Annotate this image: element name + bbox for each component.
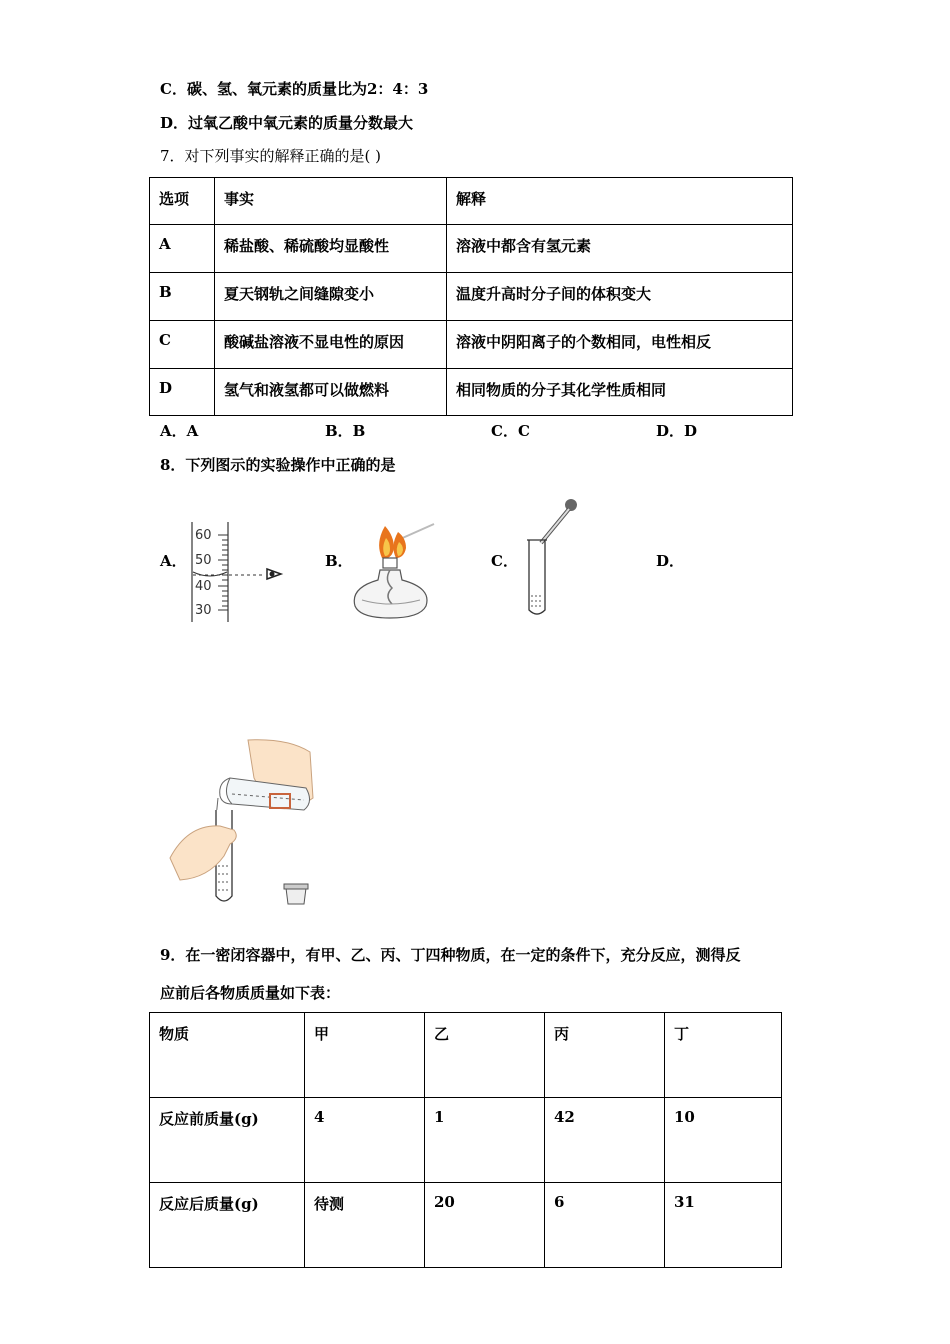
- q7-stem: 7．对下列事实的解释正确的是( ): [160, 147, 382, 165]
- q9-header-yi: 乙: [425, 1013, 545, 1098]
- q7-row-c-option: C: [150, 321, 215, 369]
- q9-before-label: 反应前质量(g): [150, 1098, 305, 1183]
- q7-row-b-explain: 温度升高时分子间的体积变大: [447, 273, 793, 321]
- q7-table: [149, 177, 793, 416]
- q9-after-bing: 6: [545, 1183, 665, 1268]
- q9-before-ding: 10: [665, 1098, 782, 1183]
- q7-header-option: 选项: [150, 178, 215, 225]
- q8-label-b: B．: [325, 552, 353, 570]
- q7-row-c-explain: 溶液中阴阳离子的个数相同，电性相反: [447, 321, 793, 369]
- q7-row-a-fact: 稀盐酸、稀硫酸均显酸性: [215, 225, 447, 273]
- q9-after-yi: 20: [425, 1183, 545, 1268]
- table-row: [150, 1013, 782, 1098]
- q9-before-yi: 1: [425, 1098, 545, 1183]
- pouring-liquid-figure: [168, 738, 318, 908]
- q6-option-d: D．过氧乙酸中氧元素的质量分数最大: [160, 114, 414, 132]
- q8-label-d: D．: [656, 552, 685, 570]
- q7-header-fact: 事实: [215, 178, 447, 225]
- q8-stem: 8．下列图示的实验操作中正确的是: [160, 456, 396, 474]
- tick-label: 30: [195, 603, 212, 618]
- table-row: [150, 178, 793, 225]
- q7-row-b-fact: 夏天钢轨之间缝隙变小: [215, 273, 447, 321]
- q9-after-jia: 待测: [305, 1183, 425, 1268]
- q9-after-label: 反应后质量(g): [150, 1183, 305, 1268]
- q7-answer-b: B．B: [325, 422, 366, 440]
- q7-row-d-fact: 氢气和液氢都可以做燃料: [215, 369, 447, 416]
- dropper-test-tube-figure: [515, 495, 585, 620]
- q8-label-c: C．: [491, 552, 518, 570]
- q7-answer-c: C．C: [491, 422, 530, 440]
- table-row: [150, 1098, 782, 1183]
- q9-stem-line2: 应前后各物质质量如下表：: [160, 984, 341, 1002]
- q9-header-bing: 丙: [545, 1013, 665, 1098]
- table-row: [150, 225, 793, 273]
- q7-row-b-option: B: [150, 273, 215, 321]
- table-row: [150, 1183, 782, 1268]
- q9-before-bing: 42: [545, 1098, 665, 1183]
- tick-label: 50: [195, 553, 212, 568]
- q8-label-a: A．: [160, 552, 187, 570]
- q9-after-ding: 31: [665, 1183, 782, 1268]
- alcohol-lamp-figure: [350, 518, 440, 624]
- q7-row-a-explain: 溶液中都含有氢元素: [447, 225, 793, 273]
- measuring-cylinder-figure: [185, 520, 295, 625]
- q9-table: [149, 1012, 782, 1268]
- table-row: [150, 273, 793, 321]
- q7-answer-a: A．A: [160, 422, 199, 440]
- q7-row-d-explain: 相同物质的分子其化学性质相同: [447, 369, 793, 416]
- q9-header-jia: 甲: [305, 1013, 425, 1098]
- q7-header-explain: 解释: [447, 178, 793, 225]
- q7-row-c-fact: 酸碱盐溶液不显电性的原因: [215, 321, 447, 369]
- q9-header-substance: 物质: [150, 1013, 305, 1098]
- q7-answer-d: D．D: [656, 422, 698, 440]
- q9-header-ding: 丁: [665, 1013, 782, 1098]
- q7-row-d-option: D: [150, 369, 215, 416]
- tick-label: 60: [195, 528, 212, 543]
- tick-label: 40: [195, 579, 212, 594]
- q7-row-a-option: A: [150, 225, 215, 273]
- table-row: [150, 321, 793, 369]
- q6-option-c: C．碳、氢、氧元素的质量比为2：4：3: [160, 80, 429, 98]
- q9-stem-line1: 9．在一密闭容器中，有甲、乙、丙、丁四种物质，在一定的条件下，充分反应，测得反: [160, 946, 741, 964]
- q9-before-jia: 4: [305, 1098, 425, 1183]
- table-row: [150, 369, 793, 416]
